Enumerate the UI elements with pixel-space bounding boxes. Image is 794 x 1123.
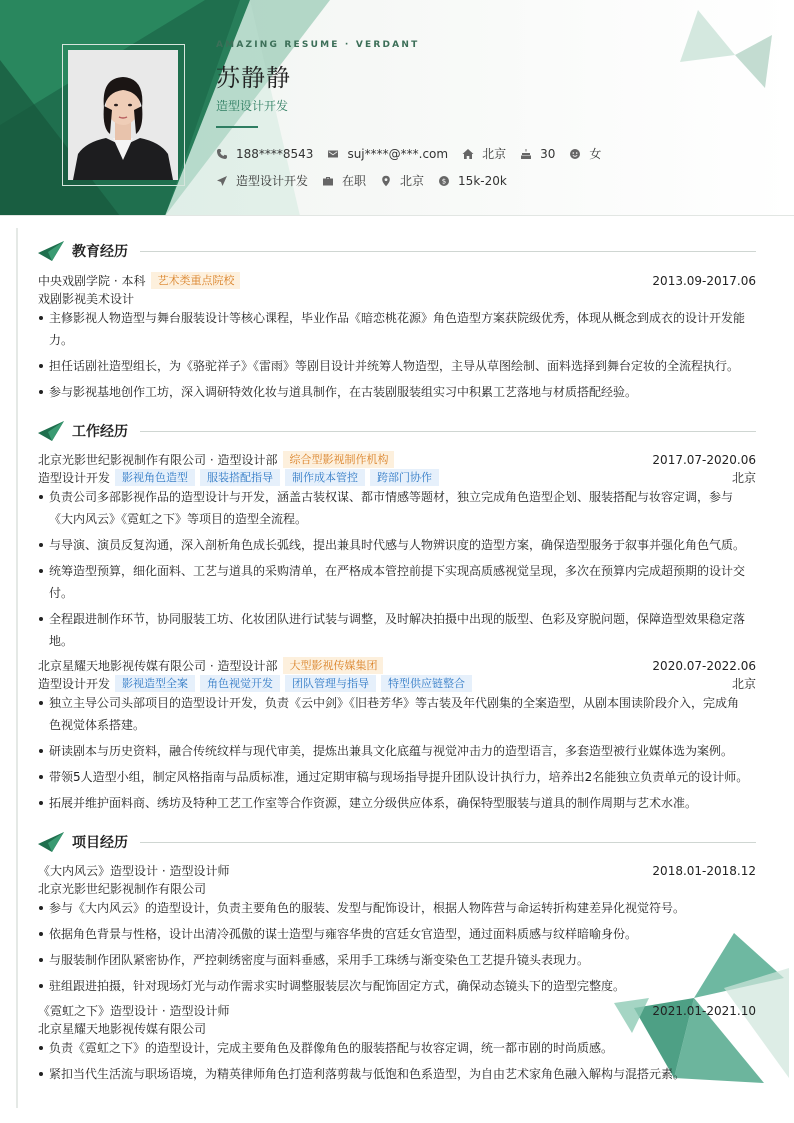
list-item: 研读剧本与历史资料，融合传统纹样与现代审美，提炼出兼具文化底蕴与视觉冲击力的造型语言，多套造型被行业媒体选为案例。 [38,740,750,762]
expected-salary: 15k-20k [458,173,507,188]
age-info [520,147,555,161]
project-company: 北京星耀天地影视传媒有限公司 [38,1022,207,1036]
list-item: 与服装制作团队紧密协作，严控刺绣密度与面料垂感，采用手工珠绣与渐变染色工艺提升镜头表现力。 [38,949,750,971]
list-item: 依据角色背景与性格，设计出清冷孤傲的谋士造型与雍容华贵的宫廷女官造型，通过面料质感与纹样暗喻身份。 [38,923,750,945]
home-icon [462,148,474,160]
intended-position: 造型设计开发 [236,174,309,188]
project-date: 2021.01-2021.10 [652,1003,756,1018]
list-item: 带领5人造型小组，制定风格指南与品质标准，通过定期审稿与现场指导提升团队设计执行力，培养出2名能独立负责单元的设计师。 [38,766,750,788]
list-item: 与导演、演员反复沟通，深入剖析角色成长弧线，提出兼具时代感与人物辨识度的造型方案，确保造型服务于叙事并强化角色气质。 [38,534,750,556]
job-date: 2017.07-2020.06 [652,452,756,467]
job-bullets [38,486,750,656]
age: 30 [540,146,556,161]
company-name: 北京星耀天地影视传媒有限公司 · 造型设计部 [38,659,278,673]
home-city: 北京 [482,147,507,161]
section-divider [140,842,756,843]
company-badge: 大型影视传媒集团 [283,657,383,674]
job-role-row [38,469,756,486]
gender: 女 [589,147,602,161]
project-section-title: 项目经历 [72,835,128,851]
major: 戏剧影视美术设计 [38,292,135,306]
list-item: 负责《霓虹之下》的造型设计，完成主要角色及群像角色的服装搭配与妆容定调，统一都市剧的时尚质感。 [38,1037,750,1059]
education-date: 2013.09-2017.06 [652,273,756,288]
resume-tagline: AMAZING RESUME · VERDANT [216,40,420,50]
project-header-row [38,1002,756,1019]
list-item: 紧扣当代生活流与职场语境，为精英律师角色打造利落剪裁与低饱和色系造型，为自由艺术家角色融入解构与混搭元素。 [38,1063,750,1085]
section-divider [140,251,756,252]
paper-plane-icon [38,832,64,852]
project-company-row [38,880,756,897]
job-role: 造型设计开发 [38,471,111,485]
email-info [327,147,448,161]
skill-tag: 团队管理与指导 [285,675,376,692]
skill-tag: 制作成本管控 [285,469,365,486]
job-status-info [322,172,366,189]
work-section-header [38,421,756,441]
svg-text:$: $ [441,177,447,186]
job-header-row [38,451,756,468]
person-avatar-icon [68,50,178,180]
left-margin-line [16,228,18,1108]
school-name: 中央戏剧学院 · 本科 [38,274,146,288]
cake-icon [520,148,532,160]
skill-tag: 服装搭配指导 [200,469,280,486]
profile-photo [68,50,178,180]
education-section-title: 教育经历 [72,244,128,260]
skill-tag: 特型供应链整合 [381,675,472,692]
job-title: 造型设计开发 [216,99,289,113]
candidate-name: 苏静静 [216,64,291,92]
project-bullets [38,1037,750,1089]
project-header-row [38,862,756,879]
education-section-header [38,241,756,261]
job-city: 北京 [731,471,756,485]
job-date: 2020.07-2022.06 [652,658,756,673]
header-divider [0,215,794,216]
gender-info [569,145,601,162]
school-badge: 艺术类重点院校 [151,272,240,289]
list-item: 负责公司多部影视作品的造型设计与开发，涵盖古装权谋、都市情感等题材，独立完成角色造型企划、服装搭配与妆容定调，参与《大内风云》《霓虹之下》等项目的造型全流程。 [38,486,750,530]
list-item: 统筹造型预算，细化面料、工艺与道具的采购清单，在严格成本管控前提下实现高质感视觉呈现，多次在预算内完成超预期的设计交付。 [38,560,750,604]
list-item: 担任话剧社造型组长，为《骆驼祥子》《雷雨》等剧目设计并统筹人物造型，主导从草图绘制、面料选择到舞台定妆的全流程执行。 [38,355,750,377]
project-company-row [38,1020,756,1037]
list-item: 全程跟进制作环节，协同服装工坊、化妆团队进行试装与调整，及时解决拍摄中出现的版型、色彩及穿脱问题，保障造型效果稳定落地。 [38,608,750,652]
gender-icon [569,148,581,160]
job-status: 在职 [342,174,367,188]
job-bullets [38,692,750,818]
phone-number: 188****8543 [236,146,314,161]
project-section-header [38,832,756,852]
education-row [38,272,756,289]
paper-plane-icon [38,421,64,441]
list-item: 独立主导公司头部项目的造型设计开发，负责《云中剑》《旧巷芳华》等古装及年代剧集的全案造型，从剧本围读阶段介入，完成角色视觉体系搭建。 [38,692,750,736]
job-role-row [38,675,756,692]
salary-icon [438,175,450,187]
job-intent-row [216,172,521,189]
email-address: suj****@***.com [347,146,449,161]
phone-icon [216,148,228,160]
education-bullets [38,307,750,407]
phone-info [216,147,313,161]
list-item: 参与《大内风云》的造型设计，负责主要角色的服装、发型与配饰设计，根据人物阵营与命运转折构建差异化视觉符号。 [38,897,750,919]
briefcase-icon [322,175,334,187]
job-city: 北京 [731,677,756,691]
send-icon [216,175,228,187]
skill-tag: 影视造型全案 [115,675,195,692]
home-city-info [462,145,506,162]
job-header-row [38,657,756,674]
skill-tag: 跨部门协作 [370,469,439,486]
mail-icon [327,148,339,160]
intended-city-info [380,172,424,189]
paper-plane-icon [38,241,64,261]
list-item: 拓展并维护面料商、绣坊及特种工艺工作室等合作资源，建立分级供应体系，确保特型服装与道具的制作周期与艺术水准。 [38,792,750,814]
expected-salary-info [438,174,507,188]
list-item: 驻组跟进拍摄，针对现场灯光与动作需求实时调整服装层次与配饰固定方式，确保动态镜头下的造型完整度。 [38,975,750,997]
skill-tag: 角色视觉开发 [200,675,280,692]
contact-info-row [216,145,615,162]
intended-position-info [216,172,308,189]
skill-tag: 影视角色造型 [115,469,195,486]
work-section-title: 工作经历 [72,424,128,440]
list-item: 参与影视基地创作工坊，深入调研特效化妆与道具制作，在古装剧服装组实习中积累工艺落地与材质搭配经验。 [38,381,750,403]
location-pin-icon [380,175,392,187]
company-badge: 综合型影视制作机构 [283,451,394,468]
project-company: 北京光影世纪影视制作有限公司 [38,882,207,896]
intended-city: 北京 [400,174,425,188]
job-role: 造型设计开发 [38,677,111,691]
major-row [38,290,756,307]
project-name: 《大内风云》造型设计 · 造型设计师 [38,864,230,878]
project-name: 《霓虹之下》造型设计 · 造型设计师 [38,1004,230,1018]
company-name: 北京光影世纪影视制作有限公司 · 造型设计部 [38,453,278,467]
section-divider [140,431,756,432]
project-bullets [38,897,750,1001]
project-date: 2018.01-2018.12 [652,863,756,878]
title-underline [216,126,258,128]
list-item: 主修影视人物造型与舞台服装设计等核心课程，毕业作品《暗恋桃花源》角色造型方案获院级优秀，体现从概念到成衣的设计开发能力。 [38,307,750,351]
